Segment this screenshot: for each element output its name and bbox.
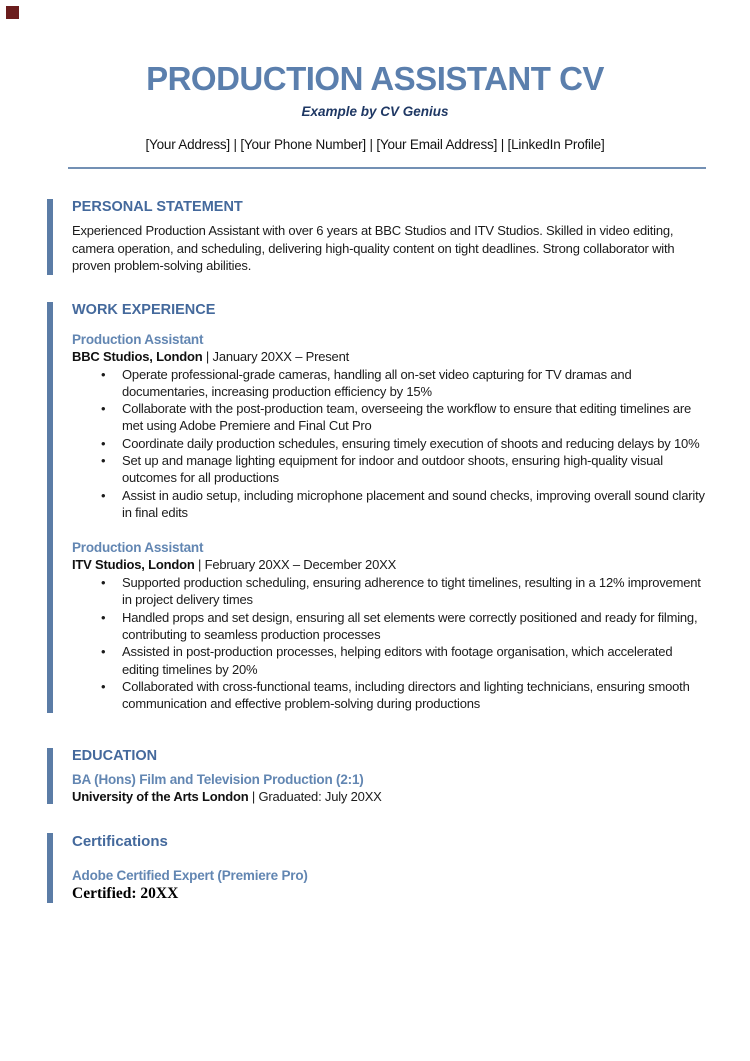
section-education: [47, 748, 706, 804]
bullet-item: • Operate professional-grade cameras, handling all on-set video capturing for TV dramas and documentaries, increasing production efficiency by 15%: [72, 366, 706, 401]
subtitle: Example by CV Genius: [301, 104, 449, 119]
section-personal-statement: [47, 199, 706, 275]
job-bullet-list: [72, 574, 706, 712]
job-entry-itv: [72, 540, 706, 712]
bullet-item: • Handled props and set design, ensuring all set elements were correctly positioned and ready for filming, contributing to seamless production processes: [72, 609, 706, 644]
section-certifications: [47, 833, 706, 903]
bullet-item: • Collaborated with cross-functional teams, including directors and lighting technicians, ensuring smooth communication and effective problem-solving during productions: [72, 678, 706, 713]
bullet-item: • Coordinate daily production schedules, ensuring timely execution of shoots and reducing delays by 10%: [72, 435, 706, 452]
education-school: University of the Arts London: [72, 788, 249, 804]
job-company: BBC Studios, London: [72, 348, 203, 364]
bullet-item: • Supported production scheduling, ensuring adherence to tight timelines, resulting in a 12% improvement in project delivery times: [72, 574, 706, 609]
corner-marker: [6, 6, 19, 19]
education-school-line: [72, 789, 706, 804]
cv-header: [0, 0, 750, 152]
bullet-item: • Collaborate with the post-production team, overseeing the workflow to ensure that editing timelines are met using Adobe Premiere and Final Cut Pro: [72, 400, 706, 435]
education-graduation: | Graduated: July 20XX: [248, 788, 382, 804]
contact-line: [Your Address] | [Your Phone Number] | [Your Email Address] | [LinkedIn Profile]: [145, 137, 605, 152]
bullet-item: • Assisted in post-production processes, helping editors with footage organisation, which accelerated editing timelines by 20%: [72, 643, 706, 678]
job-dates: | January 20XX – Present: [202, 348, 350, 364]
education-heading: EDUCATION: [72, 747, 158, 764]
job-bullet-list: [72, 366, 706, 522]
bullet-item: • Set up and manage lighting equipment for indoor and outdoor shoots, ensuring high-quality visual outcomes for all productions: [72, 452, 706, 487]
job-entry-bbc: [72, 332, 706, 522]
job-dates: | February 20XX – December 20XX: [194, 557, 397, 573]
page-title: PRODUCTION ASSISTANT CV: [146, 60, 604, 97]
work-experience-heading: WORK EXPERIENCE: [72, 301, 216, 318]
certification-name: Adobe Certified Expert (Premiere Pro): [72, 867, 308, 883]
header-divider: [68, 167, 706, 169]
job-role: Production Assistant: [72, 331, 204, 347]
section-work-experience: [47, 302, 706, 713]
bullet-item: • Assist in audio setup, including microphone placement and sound checks, improving overall sound clarity in final edits: [72, 487, 706, 522]
job-company: ITV Studios, London: [72, 557, 195, 573]
job-role: Production Assistant: [72, 540, 204, 556]
certification-date: Certified: 20XX: [72, 884, 179, 902]
education-degree: BA (Hons) Film and Television Production (2:1): [72, 771, 364, 787]
personal-statement-text: Experienced Production Assistant with over 6 years at BBC Studios and ITV Studios. Skilled in video editing, camera operation, and scheduling, delivering high-quality content on tight deadlines. Strong collaborator with proven problem-solving abilities.: [72, 223, 675, 273]
personal-statement-heading: PERSONAL STATEMENT: [72, 199, 243, 215]
certifications-heading: Certifications: [72, 832, 168, 850]
job-company-line: [72, 557, 706, 572]
job-company-line: [72, 349, 706, 364]
